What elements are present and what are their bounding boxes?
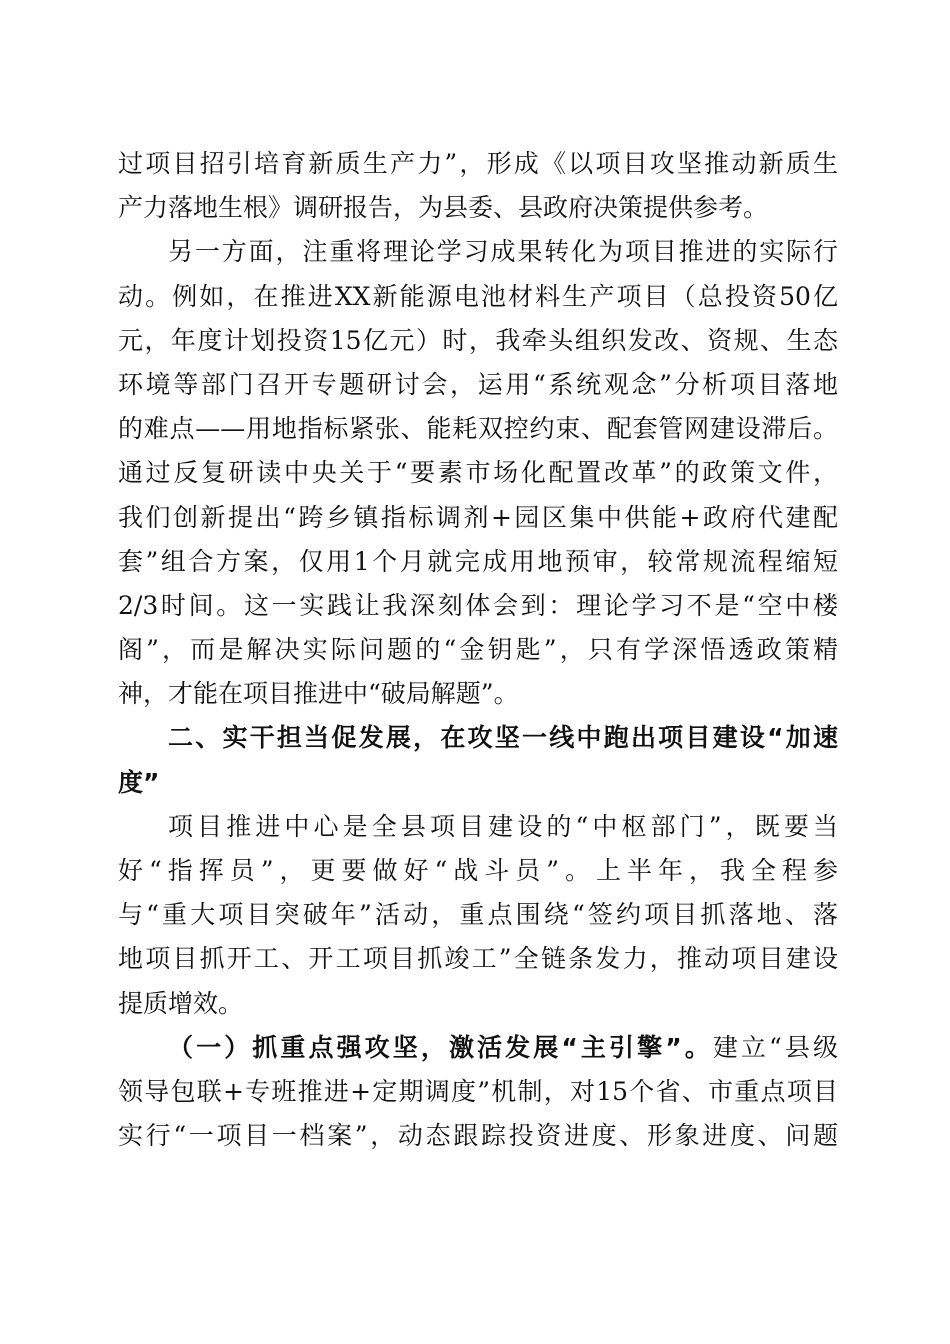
text-line: 与“重大项目突破年”活动，重点围绕“签约项目抓落地、落 — [118, 900, 838, 930]
text-line: 另一方面，注重将理论学习成果转化为项目推进的实际行 — [168, 237, 838, 267]
paragraph — [118, 142, 838, 230]
text-line: 地项目抓开工、开工项目抓竣工”全链条发力，推动项目建设 — [118, 944, 838, 974]
text-line: 2/3时间。这一实践让我深刻体会到：理论学习不是“空中楼 — [118, 590, 838, 620]
text-run: 建立“县级 — [712, 1032, 838, 1062]
document-body — [118, 142, 838, 1158]
text-line: 实行“一项目一档案”，动态跟踪投资进度、形象进度、问题 — [118, 1121, 838, 1151]
paragraph — [118, 805, 838, 1026]
text-line: 好“指挥员”，更要做好“战斗员”。上半年，我全程参 — [118, 856, 838, 885]
text-line: 环境等部门召开专题研讨会，运用“系统观念”分析项目落地 — [118, 369, 838, 399]
text-line: 项目推进中心是全县项目建设的“中枢部门”，既要当 — [168, 811, 838, 841]
text-line: 我们创新提出“跨乡镇指标调剂+园区集中供能+政府代建配 — [118, 502, 838, 532]
heading-line: 二、实干担当促发展，在攻坚一线中跑出项目建设“加速 — [168, 723, 838, 753]
text-line: 元，年度计划投资15亿元）时，我牵头组织发改、资规、生态 — [118, 325, 838, 355]
heading-line: 度” — [118, 767, 160, 797]
text-line: 套”组合方案，仅用1个月就完成用地预审，较常规流程缩短 — [118, 546, 838, 576]
paragraph — [118, 230, 838, 716]
paragraph — [118, 1026, 838, 1159]
text-line: 的难点——用地指标紧张、能耗双控约束、配套管网建设滞后。 — [118, 414, 838, 444]
section-heading — [118, 716, 838, 804]
text-line: 提质增效。 — [118, 988, 244, 1018]
subheading-lead: （一）抓重点强攻坚，激活发展“主引擎”。 — [168, 1032, 713, 1062]
text-line: 领导包联+专班推进+定期调度”机制，对15个省、市重点项目 — [118, 1076, 838, 1106]
text-line: 通过反复研读中央关于“要素市场化配置改革”的政策文件， — [118, 458, 838, 488]
text-line: 产力落地生根》调研报告，为县委、县政府决策提供参考。 — [118, 193, 769, 223]
text-line: 神，才能在项目推进中“破局解题”。 — [118, 679, 519, 709]
text-line — [118, 1026, 838, 1070]
text-line: 动。例如，在推进XX新能源电池材料生产项目（总投资50亿 — [118, 281, 838, 311]
text-line: 阁”，而是解决实际问题的“金钥匙”，只有学深悟透政策精 — [118, 635, 838, 665]
text-line: 过项目招引培育新质生产力”，形成《以项目攻坚推动新质生 — [118, 149, 838, 178]
